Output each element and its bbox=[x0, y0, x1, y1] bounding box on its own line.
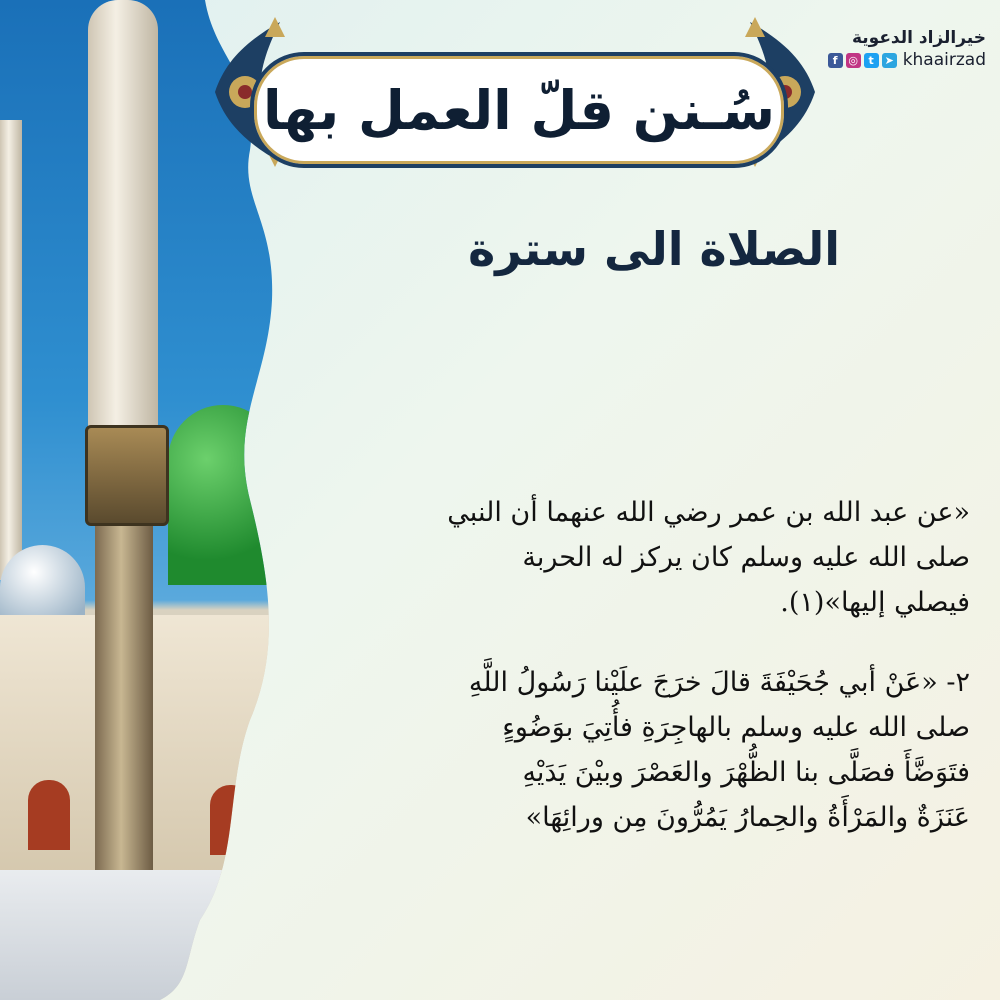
green-dome bbox=[168, 405, 278, 585]
lantern bbox=[85, 425, 169, 526]
brand-handle[interactable]: khaairzad bbox=[902, 50, 986, 70]
facebook-icon[interactable]: f bbox=[828, 53, 843, 68]
title-banner bbox=[205, 12, 825, 177]
brand-block bbox=[816, 28, 986, 70]
mosque-door bbox=[210, 785, 252, 855]
hadith-text bbox=[310, 490, 970, 625]
brand-name: خيرالزاد الدعوية bbox=[851, 28, 986, 48]
hadith-line: صلى الله عليه وسلم كان يركز له الحربة bbox=[522, 542, 970, 573]
hadith-line: عَنَزَةٌ والمَرْأَةُ والحِمارُ يَمُرُّونَ مِن ورائِهَا» bbox=[525, 802, 970, 833]
page-title: سُـنن قلّ العمل بها bbox=[262, 78, 776, 142]
hadith-line: صلى الله عليه وسلم بالهاجِرَةِ فأُتِيَ بوَضُوءٍ bbox=[502, 712, 970, 743]
hadith-line: فتَوَضَّأَ فصَلَّى بنا الظُّهْرَ والعَصْرَ وبيْنَ يَدَيْهِ bbox=[522, 757, 970, 788]
hadith-line: فيصلي إليها»(١). bbox=[780, 587, 970, 618]
minaret-left bbox=[0, 120, 22, 580]
instagram-icon[interactable]: ◎ bbox=[846, 53, 861, 68]
social-row bbox=[816, 50, 986, 70]
minaret bbox=[88, 0, 158, 440]
hadith-line: «عن عبد الله بن عمر رضي الله عنهما أن النبي bbox=[447, 497, 970, 528]
twitter-icon[interactable]: t bbox=[864, 53, 879, 68]
telegram-icon[interactable]: ➤ bbox=[882, 53, 897, 68]
courtyard-floor bbox=[0, 870, 280, 1000]
section-title: الصلاة الى سترة bbox=[468, 222, 840, 276]
hadith-text bbox=[310, 660, 970, 840]
mosque-door bbox=[28, 780, 70, 850]
banner-plaque bbox=[250, 52, 788, 168]
hadith-line: ٢- «عَنْ أبي جُحَيْفَةَ قالَ خرَجَ علَيْنا رَسُولُ اللَّهِ bbox=[468, 667, 970, 698]
